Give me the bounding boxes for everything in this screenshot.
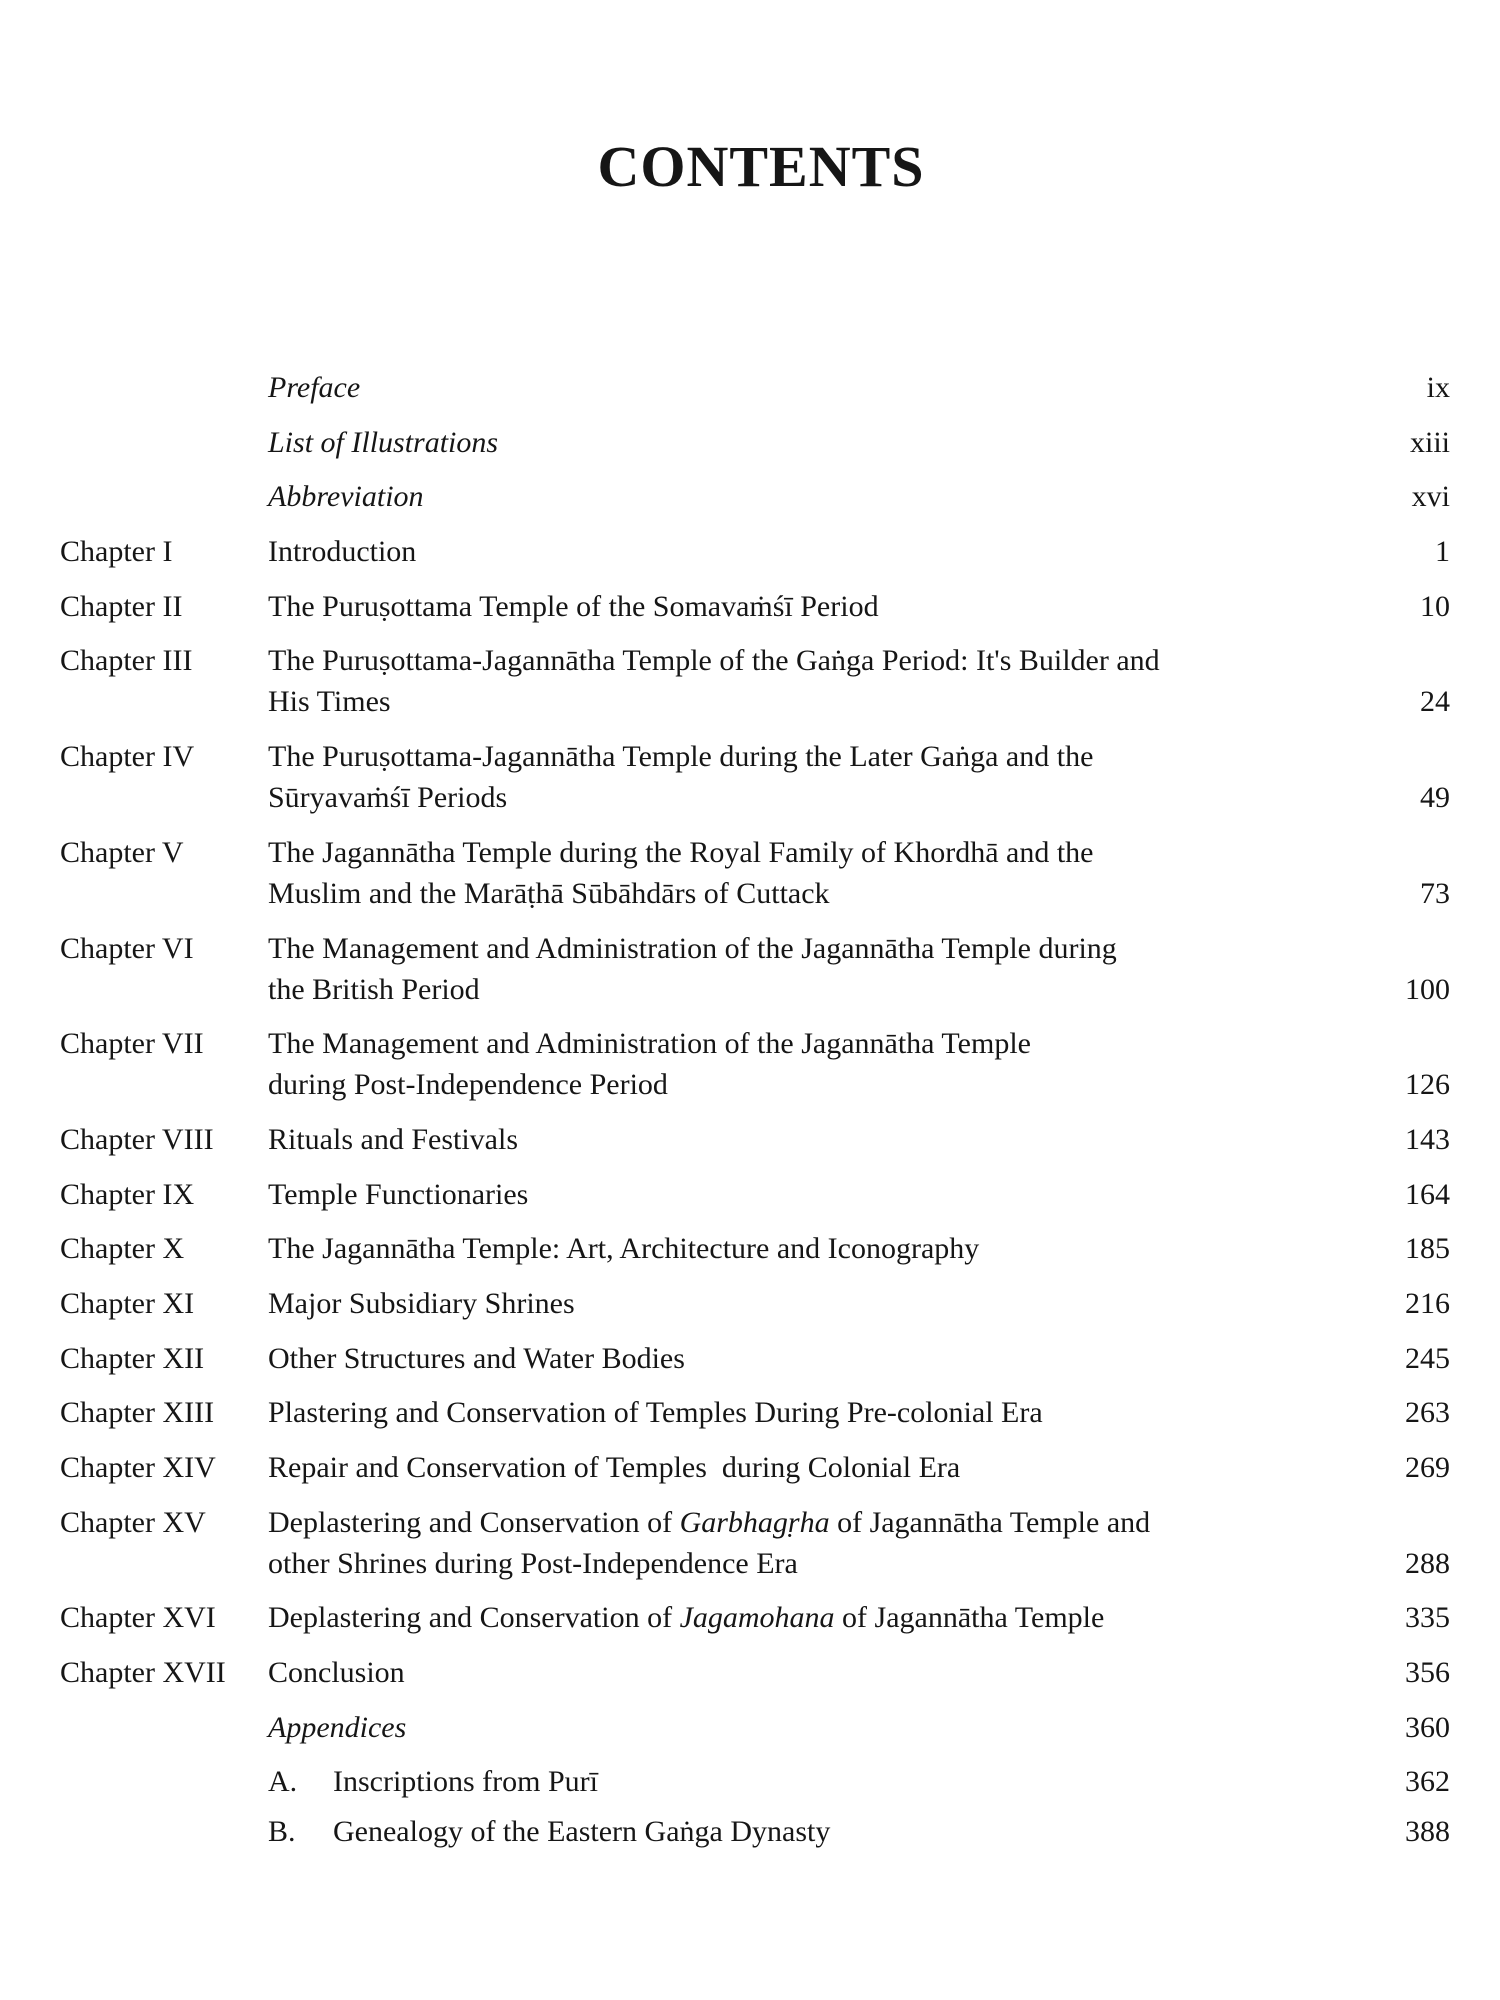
entry-title (268, 1761, 1360, 1802)
appendix-letter: B. (268, 1815, 296, 1849)
page-number: 360 (1405, 1710, 1450, 1744)
page-number: 49 (1420, 781, 1450, 815)
entry-title-line-1: Deplastering and Conservation of Garbhagṛha of Jagannātha Temple and (268, 1505, 1151, 1539)
page-number: 10 (1420, 589, 1450, 623)
chapter-label: Chapter VI (60, 931, 194, 965)
toc-entry-list-of-illustrations[interactable] (60, 422, 1450, 463)
page-number: 356 (1405, 1656, 1450, 1690)
toc-entry-chapter-13[interactable] (60, 1392, 1450, 1433)
appendix-title: Inscriptions from Purī (333, 1765, 598, 1799)
appendix-title: Genealogy of the Eastern Gaṅga Dynasty (333, 1815, 831, 1849)
page-number: 216 (1405, 1286, 1450, 1320)
toc-entry-abbreviation[interactable] (60, 476, 1450, 517)
page-number: 388 (1405, 1815, 1450, 1849)
entry-title: Rituals and Festivals (268, 1122, 518, 1156)
page-number: 143 (1405, 1122, 1450, 1156)
page-number: 185 (1405, 1232, 1450, 1266)
chapter-label: Chapter IV (60, 740, 195, 774)
entry-title: Appendices (268, 1710, 407, 1744)
entry-title-line-2: Sūryavaṁśī Periods (268, 781, 508, 815)
appendix-letter: A. (268, 1765, 298, 1799)
toc-entry-chapter-16[interactable] (60, 1597, 1450, 1638)
page-number: 126 (1405, 1068, 1450, 1102)
toc-entry-chapter-4[interactable] (60, 736, 1450, 818)
entry-title-line-1: The Jagannātha Temple during the Royal Family of Khordhā and the (268, 835, 1094, 869)
toc-entry-chapter-12[interactable] (60, 1338, 1450, 1379)
entry-title-line-1: The Puruṣottama-Jagannātha Temple during the Later Gaṅga and the (268, 740, 1094, 774)
entry-title-line-1: The Puruṣottama-Jagannātha Temple of the Gaṅga Period: It's Builder and (268, 644, 1160, 678)
entry-title: Introduction (268, 535, 417, 569)
entry-title-line-2: other Shrines during Post-Independence Era (268, 1546, 798, 1580)
entry-title-line-2: Muslim and the Marāṭhā Sūbāhdārs of Cuttack (268, 876, 830, 910)
chapter-label: Chapter XVI (60, 1601, 216, 1635)
page-number: 269 (1405, 1451, 1450, 1484)
entry-title: The Jagannātha Temple: Art, Architecture and Iconography (268, 1232, 980, 1266)
toc-entry-chapter-17[interactable] (60, 1652, 1450, 1693)
entry-title-line-1: The Management and Administration of the Jagannātha Temple (268, 1027, 1031, 1061)
toc-entry-chapter-9[interactable] (60, 1174, 1450, 1215)
entry-title-line-2: His Times (268, 685, 391, 719)
page-title: CONTENTS (597, 134, 925, 199)
toc-entry-preface[interactable] (60, 367, 1450, 408)
page-number: xvi (1411, 480, 1450, 514)
toc-entry-appendices[interactable] (60, 1707, 1450, 1748)
entry-title: Deplastering and Conservation of Jagamohana of Jagannātha Temple (268, 1601, 1105, 1635)
toc-entry-chapter-6[interactable] (60, 928, 1450, 1010)
toc-entry-chapter-10[interactable] (60, 1228, 1450, 1269)
chapter-label: Chapter III (60, 644, 193, 678)
toc-entry-chapter-14[interactable] (60, 1447, 1450, 1488)
chapter-label: Chapter V (60, 835, 184, 869)
page-number: 24 (1420, 685, 1450, 719)
entry-title (268, 1023, 1298, 1105)
page-number: 335 (1405, 1601, 1450, 1635)
entry-title (268, 832, 1298, 914)
toc-entry-appendix-b[interactable] (60, 1811, 1450, 1852)
entry-title (268, 1502, 1298, 1584)
toc-entry-chapter-3[interactable] (60, 640, 1450, 722)
chapter-label: Chapter II (60, 589, 183, 623)
chapter-label: Chapter IX (60, 1177, 195, 1211)
entry-title: Temple Functionaries (268, 1177, 529, 1211)
entry-title: Major Subsidiary Shrines (268, 1286, 575, 1320)
page-number: 100 (1405, 972, 1450, 1006)
entry-title: The Puruṣottama Temple of the Somavaṁśī Period (268, 589, 879, 623)
chapter-label: Chapter XIII (60, 1396, 215, 1430)
toc-entry-appendix-a[interactable] (60, 1761, 1450, 1802)
entry-title: Other Structures and Water Bodies (268, 1341, 685, 1375)
page-number: 263 (1405, 1396, 1450, 1430)
toc-entry-chapter-11[interactable] (60, 1283, 1450, 1324)
chapter-label: Chapter X (60, 1232, 185, 1266)
toc-entry-chapter-8[interactable] (60, 1119, 1450, 1160)
entry-title: Repair and Conservation of Temples during Colonial Era (268, 1451, 961, 1484)
toc-entry-chapter-1[interactable] (60, 531, 1450, 572)
chapter-label: Chapter XVII (60, 1656, 226, 1690)
page-number: 245 (1405, 1341, 1450, 1375)
entry-title: Preface (268, 371, 361, 404)
page-number: ix (1426, 371, 1450, 404)
table-of-contents (60, 367, 1450, 1861)
page-number: 288 (1405, 1546, 1450, 1580)
entry-title: Plastering and Conservation of Temples During Pre-colonial Era (268, 1396, 1043, 1430)
chapter-label: Chapter XV (60, 1505, 206, 1539)
page-number: 164 (1405, 1177, 1450, 1211)
entry-title (268, 736, 1298, 818)
page-number: 1 (1435, 535, 1450, 569)
chapter-label: Chapter XIV (60, 1451, 216, 1484)
entry-title (268, 1811, 1360, 1852)
entry-title: Conclusion (268, 1656, 405, 1690)
entry-title-line-2: the British Period (268, 972, 480, 1006)
entry-title: List of Illustrations (268, 425, 499, 459)
entry-title (268, 928, 1298, 1010)
chapter-label: Chapter VII (60, 1027, 204, 1061)
chapter-label: Chapter VIII (60, 1122, 214, 1156)
page-number: 362 (1405, 1765, 1450, 1799)
toc-entry-chapter-2[interactable] (60, 586, 1450, 627)
toc-entry-chapter-15[interactable] (60, 1502, 1450, 1584)
chapter-label: Chapter XI (60, 1286, 195, 1320)
page-number: xiii (1409, 425, 1450, 459)
italic-term: Garbhagṛha (679, 1505, 830, 1539)
toc-entry-chapter-7[interactable] (60, 1023, 1450, 1105)
chapter-label: Chapter XII (60, 1341, 205, 1375)
entry-title-line-1: The Management and Administration of the Jagannātha Temple during (268, 931, 1117, 965)
toc-entry-chapter-5[interactable] (60, 832, 1450, 914)
page-number: 73 (1420, 876, 1450, 910)
italic-term: Jagamohana (679, 1601, 835, 1635)
entry-title (268, 640, 1298, 722)
entry-title: Abbreviation (268, 480, 424, 514)
chapter-label: Chapter I (60, 535, 173, 569)
entry-title-line-2: during Post-Independence Period (268, 1068, 668, 1102)
